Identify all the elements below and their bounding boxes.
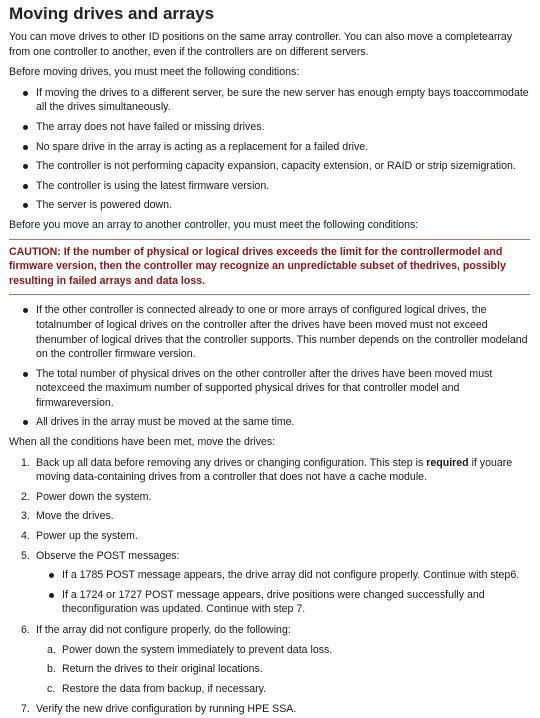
array-conditions-list <box>9 303 530 430</box>
list-item: If a 1785 POST message appears, the drive array did not configure properly. Continue with step6. <box>62 568 530 583</box>
drive-conditions-list <box>9 86 530 213</box>
list-item: If the other controller is connected already to one or more arrays of configured logical drives, the totalnumber of logical drives on the controller after the drives have been moved must not exceed thenumber of logical drives that the controller supports. This number depends on the controller modeland on the controller firmware version. <box>36 303 530 361</box>
substep-item <box>47 662 530 677</box>
step-text: Back up all data before removing any drives or changing configuration. This step is <box>36 456 427 469</box>
list-item: If moving the drives to a different server, be sure the new server has enough empty bays toaccommodate all the drives simultaneously. <box>36 86 529 114</box>
list-item: The controller is not performing capacity expansion, capacity extension, or RAID or strip sizemigration. <box>36 159 530 174</box>
caution-notice: CAUTION: If the number of physical or logical drives exceeds the limit for the controllermodel and firmware version, then the controller may recognize an unpredictable subset of thedrives, possibly resulting in failed arrays and data loss. <box>9 239 530 296</box>
post-message-list <box>36 568 530 617</box>
step-text: Power down the system. <box>36 490 152 503</box>
array-conditions-intro: Before you move an array to another controller, you must meet the following conditions: <box>9 218 419 231</box>
step-number: 4. <box>21 530 30 543</box>
step-text: if youare moving data-containing drives from a controller that does not have a cache module. <box>36 456 513 484</box>
substep-item <box>47 643 530 658</box>
step-number: 1. <box>21 456 30 469</box>
step-item <box>21 549 530 617</box>
substep-text: Power down the system immediately to prevent data loss. <box>62 643 333 656</box>
step-number: 7. <box>21 703 30 716</box>
list-item: No spare drive in the array is acting as a replacement for a failed drive. <box>36 140 530 155</box>
substep-letter: a. <box>47 643 56 656</box>
step-item <box>21 702 530 717</box>
step-number: 5. <box>21 549 30 562</box>
substep-list <box>36 643 530 697</box>
step-number: 3. <box>21 510 30 523</box>
list-item: The controller is using the latest firmware version. <box>36 179 530 194</box>
step-emphasis: required <box>426 456 469 469</box>
step-item <box>21 490 530 505</box>
substep-item <box>47 682 530 697</box>
step-text: Power up the system. <box>36 530 138 543</box>
list-item: The array does not have failed or missing drives. <box>36 120 530 135</box>
intro-paragraph: You can move drives to other ID positions on the same array controller. You can also move a completearray from one controller to another, even if the controllers are on different servers. <box>9 31 513 58</box>
step-item <box>21 623 530 696</box>
substep-text: Return the drives to their original locations. <box>62 663 263 676</box>
step-item <box>21 529 530 544</box>
drive-conditions-intro: Before moving drives, you must meet the following conditions: <box>9 66 300 79</box>
list-item: If a 1724 or 1727 POST message appears, drive positions were changed successfully and theconfiguration was updated. Continue with step 7. <box>62 588 530 617</box>
step-text: Move the drives. <box>36 510 114 523</box>
list-item: All drives in the array must be moved at the same time. <box>36 415 530 430</box>
step-item <box>21 509 530 524</box>
list-item: The server is powered down. <box>36 198 530 213</box>
steps-list <box>9 456 530 717</box>
steps-intro: When all the conditions have been met, move the drives: <box>9 436 276 449</box>
substep-letter: b. <box>47 663 56 676</box>
page-title: Moving drives and arrays <box>9 4 215 23</box>
step-number: 6. <box>21 624 30 636</box>
step-text: Observe the POST messages: <box>36 549 180 562</box>
step-text: If the array did not configure properly, do the following: <box>36 624 291 636</box>
step-item <box>21 456 530 485</box>
step-text: Verify the new drive configuration by running HPE SSA. <box>36 703 297 716</box>
step-number: 2. <box>21 490 30 503</box>
list-item: The total number of physical drives on the other controller after the drives have been moved must notexceed the maximum number of supported physical drives for that controller model and firmwareversion. <box>36 367 530 411</box>
substep-letter: c. <box>47 682 56 695</box>
substep-text: Restore the data from backup, if necessary. <box>62 682 267 695</box>
